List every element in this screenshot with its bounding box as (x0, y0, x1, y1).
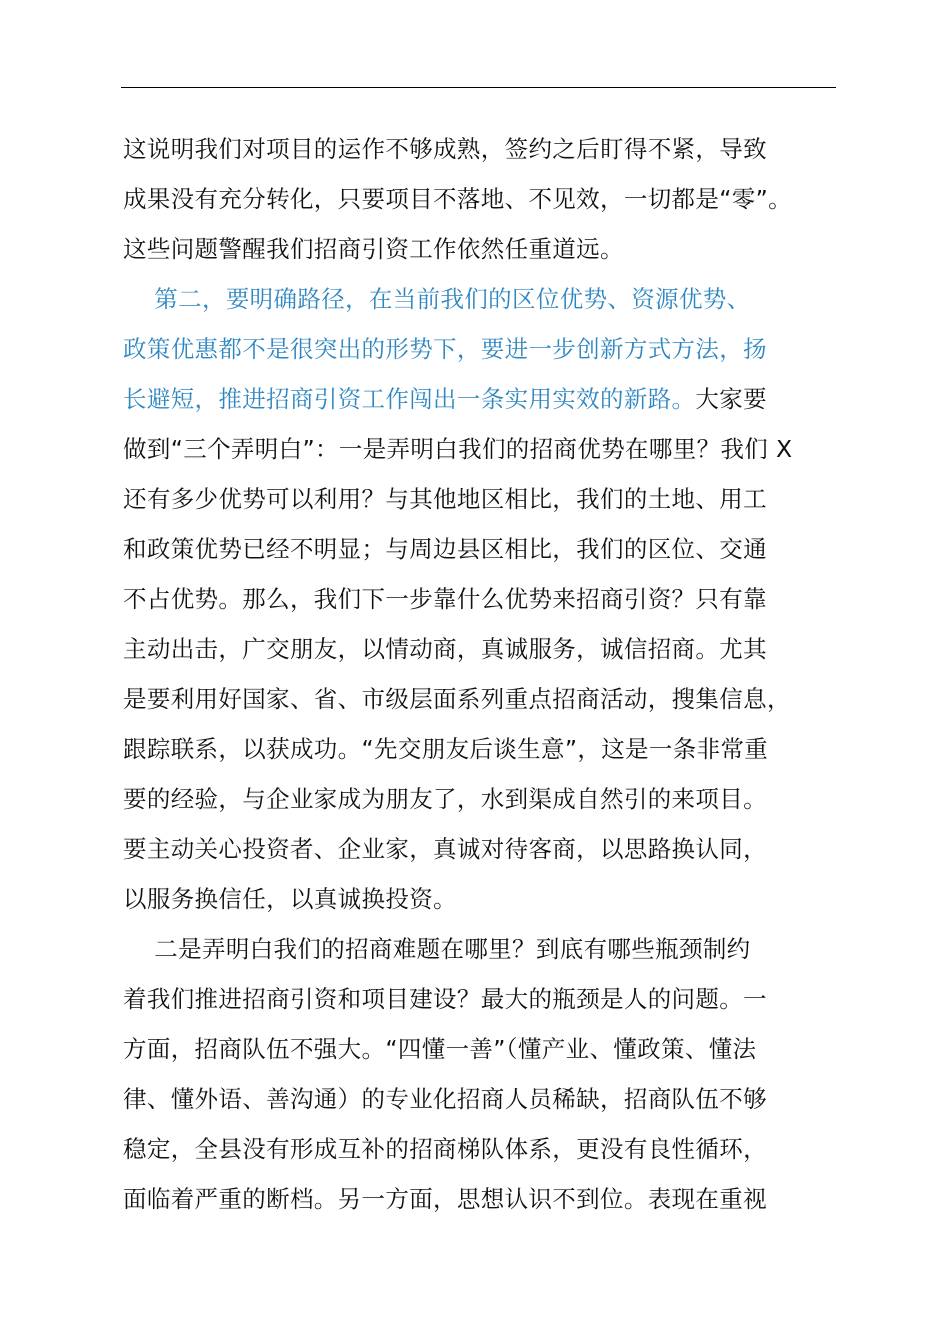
text-line: 律、懂外语、善沟通）的专业化招商人员稀缺，招商队伍不够 (123, 1085, 767, 1113)
header-rule (121, 87, 836, 88)
paragraph-3 (123, 924, 859, 1224)
paragraph-2 (123, 274, 859, 924)
text-line: 成果没有充分转化，只要项目不落地、不见效，一切都是“零”。 (123, 185, 792, 213)
text-line: 做到“三个弄明白”：一是弄明白我们的招商优势在哪里？我们 X (123, 435, 793, 463)
text-line: 主动出击，广交朋友，以情动商，真诚服务，诚信招商。尤其 (123, 635, 767, 663)
highlighted-text-segment: 长避短，推进招商引资工作闯出一条实用实效的新路。 (123, 385, 696, 413)
text-line: 跟踪联系，以获成功。“先交朋友后谈生意”，这是一条非常重 (123, 735, 769, 763)
text-line: 和政策优势已经不明显；与周边县区相比，我们的区位、交通 (123, 535, 767, 563)
text-line: 二是弄明白我们的招商难题在哪里？到底有哪些瓶颈制约 (123, 935, 751, 963)
paragraph-1 (123, 124, 859, 274)
text-line: 面临着严重的断档。另一方面，思想认识不到位。表现在重视 (123, 1185, 767, 1213)
text-line: 方面，招商队伍不强大。“四懂一善”（懂产业、懂政策、懂法 (123, 1035, 757, 1063)
text-line: 这些问题警醒我们招商引资工作依然任重道远。 (123, 235, 624, 263)
text-segment: 大家要 (695, 385, 767, 413)
text-line: 是要利用好国家、省、市级层面系列重点招商活动，搜集信息， (123, 685, 791, 713)
text-line: 以服务换信任，以真诚换投资。 (123, 885, 457, 913)
text-line: 着我们推进招商引资和项目建设？最大的瓶颈是人的问题。一 (123, 985, 767, 1013)
text-line-mixed (123, 374, 859, 424)
text-line: 稳定，全县没有形成互补的招商梯队体系，更没有良性循环， (123, 1135, 767, 1163)
highlighted-text-line: 政策优惠都不是很突出的形势下，要进一步创新方式方法，扬 (123, 335, 767, 363)
text-line: 还有多少优势可以利用？与其他地区相比，我们的土地、用工 (123, 485, 767, 513)
text-line: 要的经验，与企业家成为朋友了，水到渠成自然引的来项目。 (123, 785, 767, 813)
text-line: 要主动关心投资者、企业家，真诚对待客商，以思路换认同， (123, 835, 767, 863)
document-body (123, 124, 859, 1224)
highlighted-text-line: 第二，要明确路径，在当前我们的区位优势、资源优势、 (123, 285, 751, 313)
text-line: 不占优势。那么，我们下一步靠什么优势来招商引资？只有靠 (123, 585, 767, 613)
text-line: 这说明我们对项目的运作不够成熟，签约之后盯得不紧，导致 (123, 135, 767, 163)
